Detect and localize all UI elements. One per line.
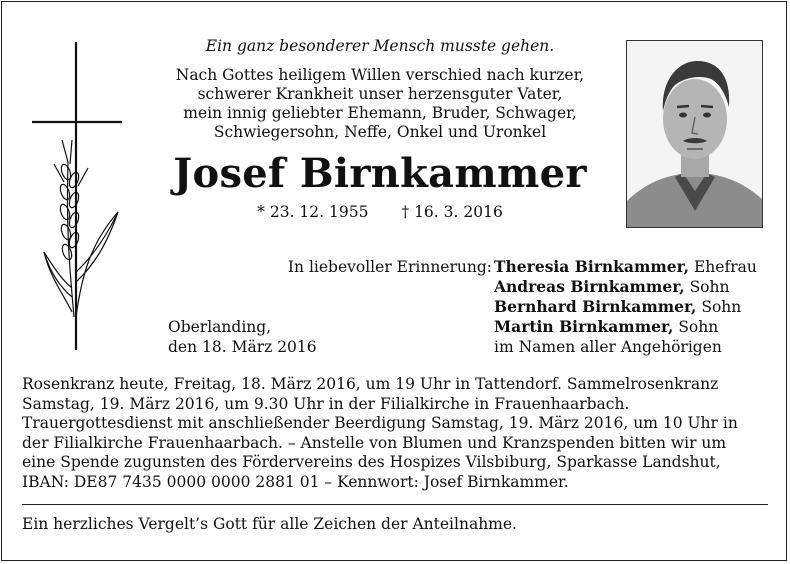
service-line: Rosenkranz heute, Freitag, 18. März 2016, um 19 Uhr in Tattendorf. Sammelrosenkranz	[22, 375, 719, 393]
mourners-closing: im Namen aller Angehörigen	[494, 338, 722, 356]
service-line: der Filialkirche Frauenhaarbach. – Anstelle von Blumen und Kranzspenden bitten wir um	[22, 433, 727, 452]
mourner-relation: Ehefrau	[689, 258, 757, 276]
place-and-date	[168, 317, 317, 357]
list-item	[494, 257, 757, 277]
service-line: eine Spende zugunsten des Fördervereins des Hospizes Vilsbiburg, Sparkasse Landshut,	[22, 453, 721, 471]
list-item	[494, 277, 757, 297]
death-date: † 16. 3. 2016	[401, 203, 503, 221]
obituary-header	[152, 36, 608, 222]
intro-line: mein innig geliebter Ehemann, Bruder, Schwager,	[183, 104, 577, 122]
mourners-section	[2, 257, 787, 357]
memory-label: In liebevoller Erinnerung:	[287, 258, 492, 276]
list-item	[494, 317, 757, 337]
mourner-relation: Sohn	[673, 318, 719, 336]
obituary-notice	[1, 1, 787, 561]
intro-line: Nach Gottes heiligem Willen verschied nach kurzer,	[175, 66, 585, 84]
service-line: Samstag, 19. März 2016, um 9.30 Uhr in der Filialkirche in Frauenhaarbach.	[22, 394, 630, 413]
mourner-relation: Sohn	[696, 298, 742, 316]
divider	[22, 504, 768, 505]
service-details	[22, 375, 768, 492]
thanks-text: Ein herzliches Vergelt’s Gott für alle Zeichen der Anteilnahme.	[22, 515, 517, 533]
place-date: den 18. März 2016	[168, 338, 317, 356]
mourner-relation: Sohn	[684, 278, 730, 296]
intro-text	[152, 66, 608, 142]
place: Oberlanding,	[168, 318, 272, 336]
life-dates	[152, 202, 608, 222]
list-item	[494, 297, 757, 317]
service-line: Trauergottesdienst mit anschließender Beerdigung Samstag, 19. März 2016, um 10 Uhr in	[22, 414, 738, 432]
mourner-name: Martin Birnkammer,	[494, 317, 674, 336]
portrait-photo	[626, 40, 763, 228]
motto: Ein ganz besonderer Mensch musste gehen.	[205, 37, 555, 55]
mourner-name: Bernhard Birnkammer,	[494, 297, 697, 316]
mourner-name: Andreas Birnkammer,	[494, 277, 685, 296]
mourners-list	[494, 257, 757, 357]
service-line: IBAN: DE87 7435 0000 0000 2881 01 – Kennwort: Josef Birnkammer.	[22, 472, 569, 491]
intro-line: Schwiegersohn, Neffe, Onkel und Uronkel	[213, 123, 547, 141]
deceased-name: Josef Birnkammer	[173, 150, 587, 197]
intro-line: schwerer Krankheit unser herzensguter Vater,	[197, 85, 563, 103]
birth-date: * 23. 12. 1955	[257, 203, 369, 221]
mourner-name: Theresia Birnkammer,	[494, 257, 690, 276]
